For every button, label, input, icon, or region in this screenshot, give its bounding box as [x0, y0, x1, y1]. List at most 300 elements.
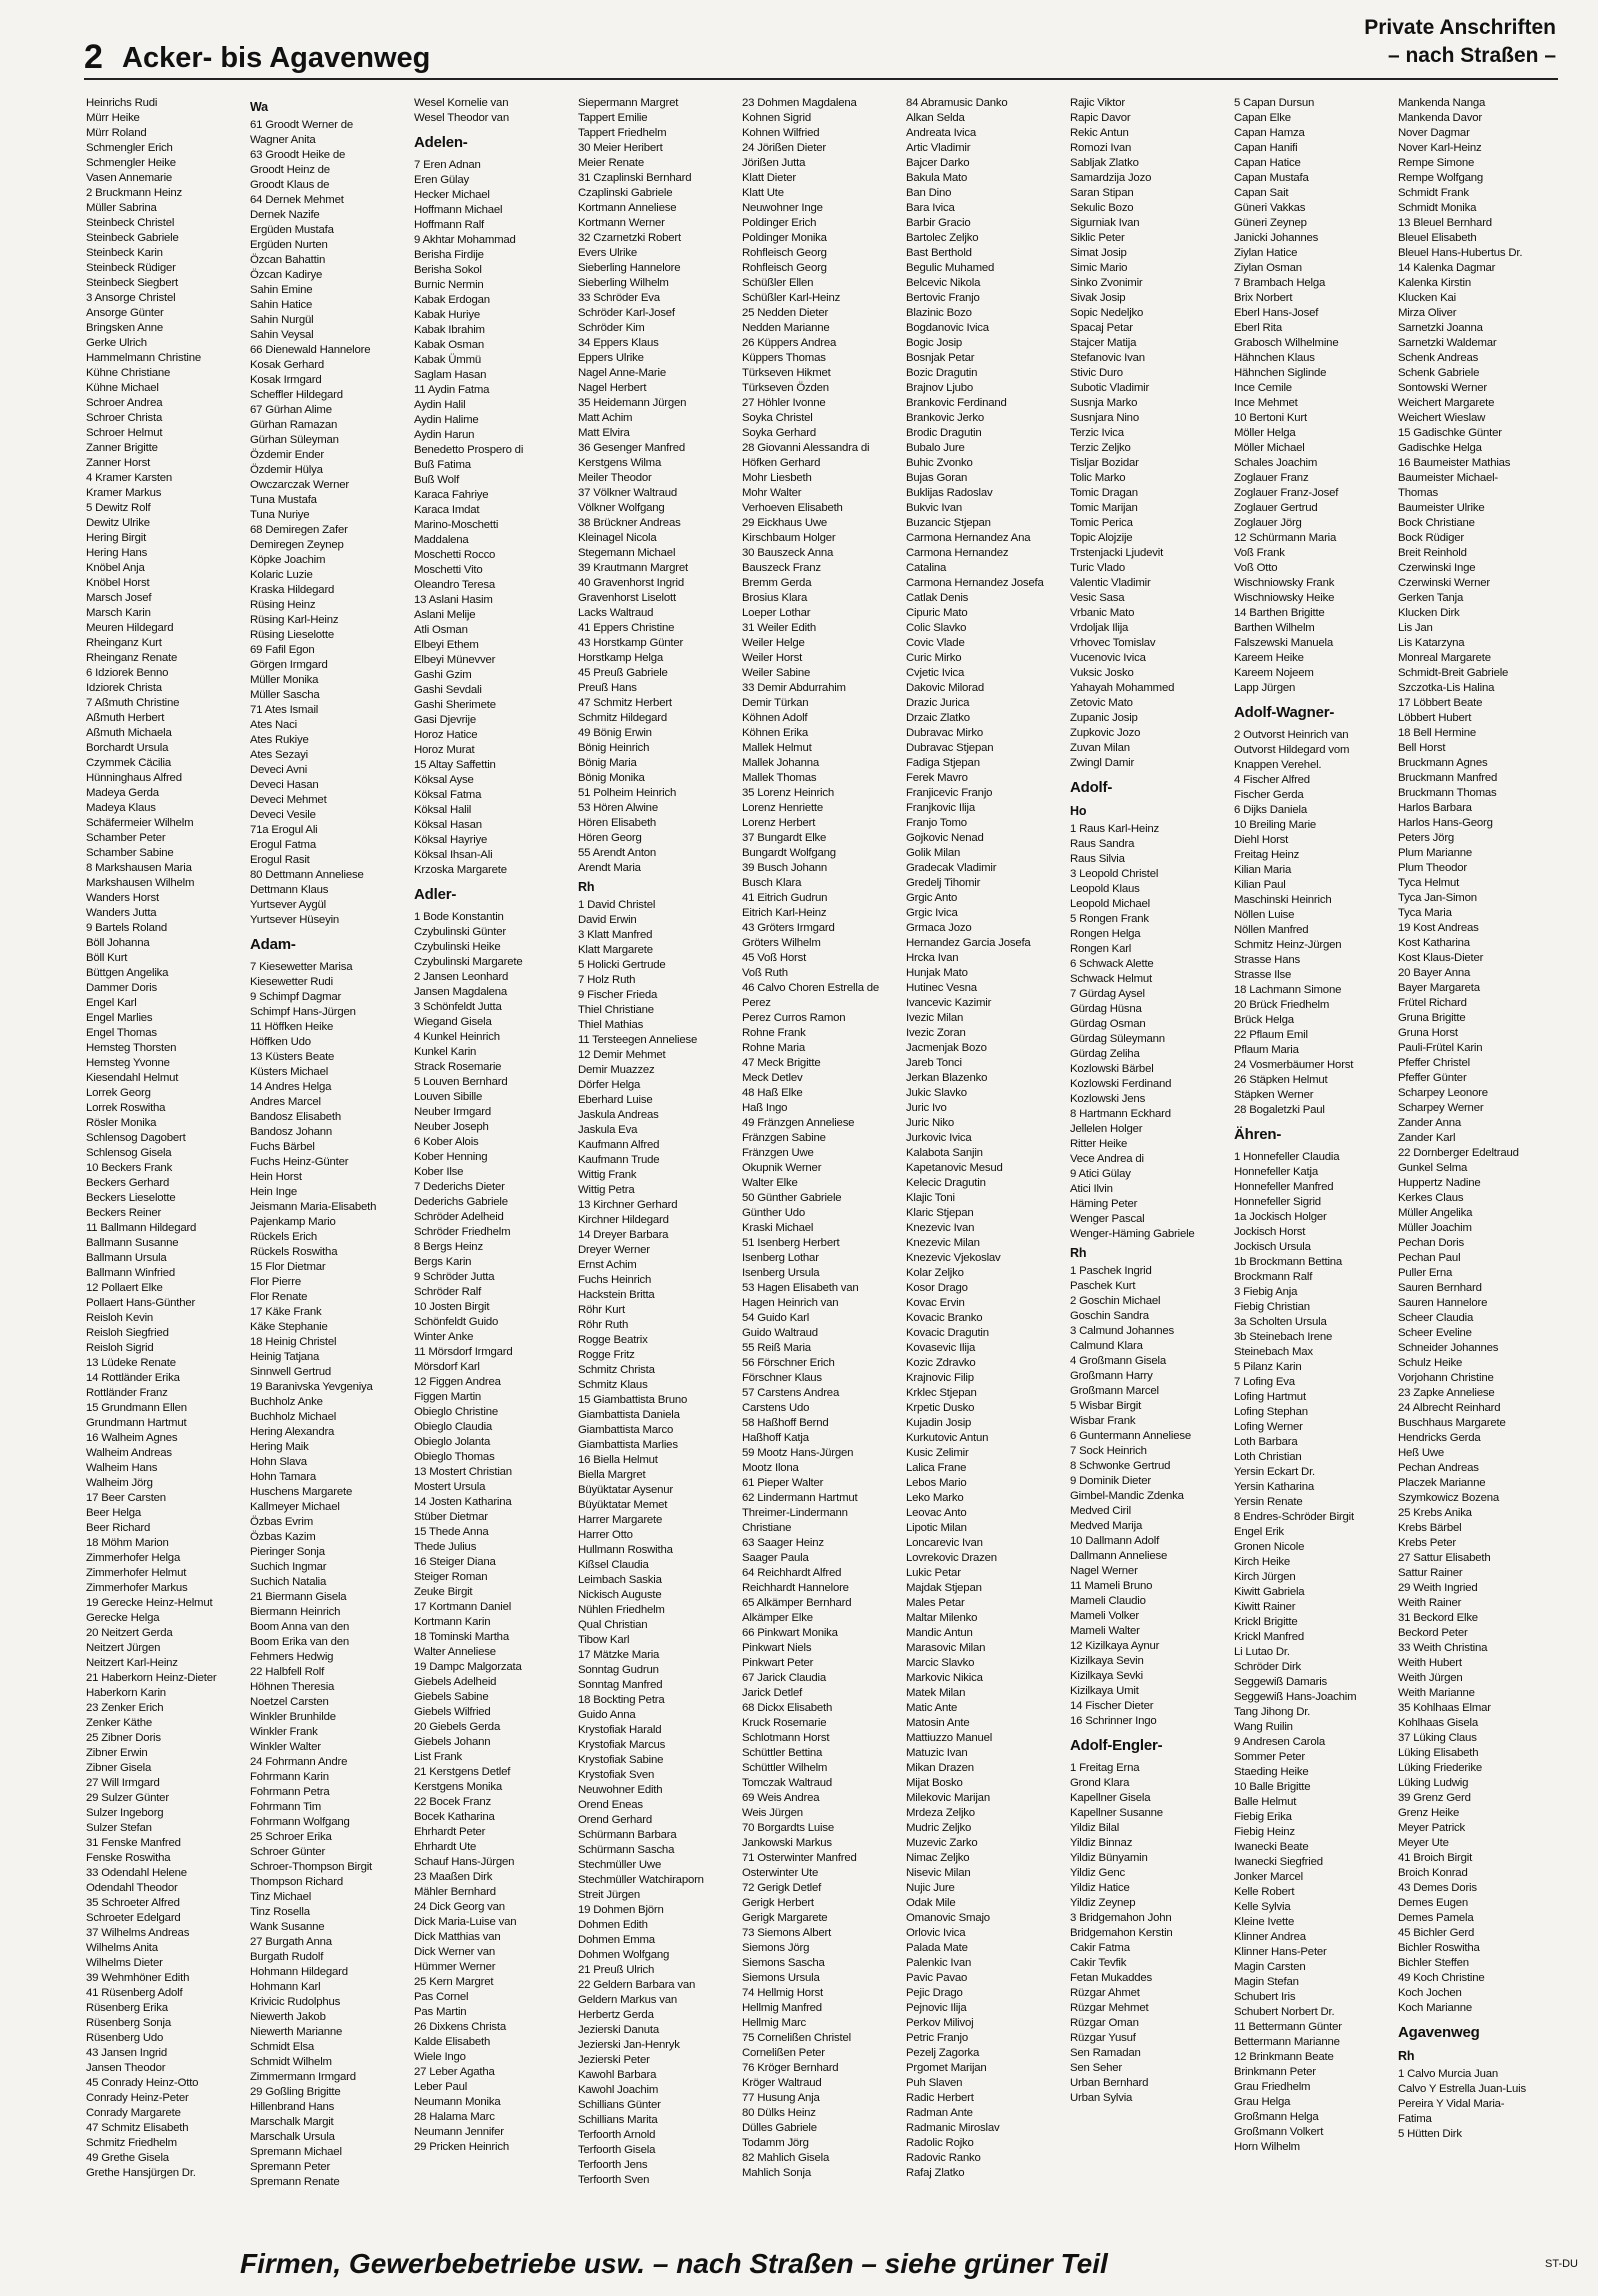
resident-entry: Fiebig Erika — [1234, 1811, 1292, 1823]
resident-entry: Kolar Zeljko — [906, 1267, 964, 1279]
resident-entry: Terfoorth Sven — [578, 2174, 650, 2186]
resident-entry: 9 Schröder Jutta — [414, 1271, 495, 1283]
resident-entry: Alkan Selda — [906, 112, 965, 124]
resident-entry: Schmengler Heike — [86, 157, 176, 169]
resident-entry: 12 Kizilkaya Aynur — [1070, 1640, 1160, 1652]
resident-entry: Seggewiß Hans-Joachim — [1234, 1691, 1357, 1703]
resident-entry: Nisevic Milan — [906, 1867, 971, 1879]
resident-entry: Kortmann Anneliese — [578, 202, 677, 214]
resident-entry: Walheim Andreas — [86, 1447, 172, 1459]
resident-entry: Kober Ilse — [414, 1166, 464, 1178]
resident-entry: 6 Schwack Alette — [1070, 958, 1154, 970]
resident-entry: Mohr Liesbeth — [742, 472, 812, 484]
resident-entry: Winkler Frank — [250, 1726, 318, 1738]
resident-entry: Schüttler Wilhelm — [742, 1762, 828, 1774]
resident-entry: 28 Giovanni Alessandra di — [742, 442, 870, 454]
resident-entry: Krebs Peter — [1398, 1537, 1456, 1549]
resident-entry: Kilian Maria — [1234, 864, 1292, 876]
resident-entry: Vece Andrea di — [1070, 1153, 1144, 1165]
resident-entry: 12 Pollaert Elke — [86, 1282, 163, 1294]
resident-entry: Biella Margret — [578, 1469, 646, 1481]
resident-entry: 7 Brambach Helga — [1234, 277, 1326, 289]
resident-entry: Yurtsever Hüseyin — [250, 914, 340, 926]
resident-entry: Beckers Lieselotte — [86, 1192, 176, 1204]
resident-entry: 37 Lüking Claus — [1398, 1732, 1477, 1744]
resident-entry: Lüking Ludwig — [1398, 1777, 1469, 1789]
resident-entry: Maschinski Heinrich — [1234, 894, 1332, 906]
street-heading: Adolf-Engler- — [1070, 1737, 1163, 1754]
resident-entry: 84 Abramusic Danko — [906, 97, 1008, 109]
resident-entry: 3 Klatt Manfred — [578, 929, 653, 941]
resident-entry: Kraski Michael — [742, 1222, 814, 1234]
resident-entry: Frütel Richard — [1398, 997, 1467, 1009]
resident-entry: Dörfer Helga — [578, 1079, 641, 1091]
resident-entry: Zanner Brigitte — [86, 442, 158, 454]
resident-entry: 17 Löbbert Beate — [1398, 697, 1483, 709]
resident-entry: Köhnen Erika — [742, 727, 808, 739]
resident-entry: Schenk Gabriele — [1398, 367, 1480, 379]
resident-entry: Lüking Friederike — [1398, 1762, 1482, 1774]
resident-entry: Lacks Waltraud — [578, 607, 654, 619]
directory-column — [1070, 96, 1228, 2226]
resident-entry: Zoglauer Gertrud — [1234, 502, 1318, 514]
resident-entry: Brankovic Jerko — [906, 412, 985, 424]
resident-entry: Aßmuth Herbert — [86, 712, 165, 724]
resident-entry: Catlak Denis — [906, 592, 969, 604]
resident-entry: Krickl Brigitte — [1234, 1616, 1298, 1628]
resident-entry: Bringsken Anne — [86, 322, 163, 334]
resident-entry: Ergüden Mustafa — [250, 224, 334, 236]
resident-entry: Jonker Marcel — [1234, 1871, 1303, 1883]
resident-entry: Hünninghaus Alfred — [86, 772, 182, 784]
resident-entry: Engel Erik — [1234, 1526, 1284, 1538]
resident-entry: Kabak Huriye — [414, 309, 480, 321]
resident-entry: 12 Brinkmann Beate — [1234, 2051, 1334, 2063]
resident-entry: Krickl Manfred — [1234, 1631, 1304, 1643]
resident-entry: Krajnovic Filip — [906, 1372, 974, 1384]
resident-entry: Bakula Mato — [906, 172, 968, 184]
resident-entry: Siklic Peter — [1070, 232, 1125, 244]
resident-entry: Zwingl Damir — [1070, 757, 1135, 769]
resident-entry: Aydin Harun — [414, 429, 475, 441]
resident-entry: Tomczak Waltraud — [742, 1777, 833, 1789]
page-title: Acker- bis Agavenweg — [122, 42, 431, 74]
resident-entry: Gojkovic Nenad — [906, 832, 984, 844]
resident-entry: Marcic Slavko — [906, 1657, 975, 1669]
resident-entry: 38 Brückner Andreas — [578, 517, 681, 529]
resident-entry: Perez Curros Ramon — [742, 1012, 846, 1024]
resident-entry: Kerkes Claus — [1398, 1192, 1464, 1204]
resident-entry: Cvjetic Ivica — [906, 667, 965, 679]
district-label: Rh — [578, 880, 595, 894]
resident-entry: 20 Bayer Anna — [1398, 967, 1471, 979]
resident-entry: Yersin Katharina — [1234, 1481, 1314, 1493]
resident-entry: 6 Idziorek Benno — [86, 667, 169, 679]
resident-entry: Schüßler Karl-Heinz — [742, 292, 841, 304]
resident-entry: Knöbel Anja — [86, 562, 145, 574]
resident-entry: 6 Dijks Daniela — [1234, 804, 1307, 816]
resident-entry: Weith Hubert — [1398, 1657, 1462, 1669]
resident-entry: Aydin Halime — [414, 414, 479, 426]
resident-entry: Voß Otto — [1234, 562, 1278, 574]
resident-entry: Tibow Karl — [578, 1634, 630, 1646]
resident-entry: 70 Borgardts Luise — [742, 1822, 835, 1834]
resident-entry: Grau Helga — [1234, 2096, 1291, 2108]
resident-entry: 31 Weiler Edith — [742, 622, 817, 634]
resident-entry: 5 Rongen Frank — [1070, 913, 1149, 925]
resident-entry: Gashi Gzim — [414, 669, 472, 681]
resident-entry: 15 Grundmann Ellen — [86, 1402, 187, 1414]
resident-entry: Gasi Djevrije — [414, 714, 476, 726]
resident-entry: Kruck Rosemarie — [742, 1717, 827, 1729]
resident-entry: Gerigk Margarete — [742, 1912, 828, 1924]
resident-entry: Klucken Kai — [1398, 292, 1456, 304]
resident-entry: Kaufmann Trude — [578, 1154, 660, 1166]
resident-entry: Schwack Helmut — [1070, 973, 1153, 985]
resident-entry: Yersin Eckart Dr. — [1234, 1466, 1316, 1478]
resident-entry: Müller Sascha — [250, 689, 320, 701]
resident-entry: Romozi Ivan — [1070, 142, 1132, 154]
resident-entry: Topic Alojzije — [1070, 532, 1133, 544]
resident-entry: Sahin Emine — [250, 284, 313, 296]
resident-entry: Spacaj Petar — [1070, 322, 1133, 334]
resident-entry: 9 Schimpf Dagmar — [250, 991, 342, 1003]
resident-entry: Rückels Erich — [250, 1231, 318, 1243]
resident-entry: 9 Dominik Dieter — [1070, 1475, 1151, 1487]
resident-entry: Marsch Karin — [86, 607, 151, 619]
resident-entry: Markovic Nikica — [906, 1672, 983, 1684]
resident-entry: 43 Horstkamp Günter — [578, 637, 684, 649]
resident-entry: Benedetto Prospero di — [414, 444, 524, 456]
resident-entry: 11 Höffken Heike — [250, 1021, 334, 1033]
resident-entry: Hein Horst — [250, 1171, 302, 1183]
resident-entry: Rüzgar Ahmet — [1070, 1987, 1140, 1999]
resident-entry: Qual Christian — [578, 1619, 648, 1631]
resident-entry: Brodic Dragutin — [906, 427, 982, 439]
resident-entry: 21 Preuß Ulrich — [578, 1964, 655, 1976]
resident-entry: 41 Broich Birgit — [1398, 1852, 1473, 1864]
resident-entry: 47 Schmitz Elisabeth — [86, 2122, 189, 2134]
resident-entry: Ivancevic Kazimir — [906, 997, 992, 1009]
resident-entry: Özbas Kazim — [250, 1531, 316, 1543]
resident-entry: Klinner Andrea — [1234, 1931, 1306, 1943]
resident-entry: Terfoorth Gisela — [578, 2144, 656, 2156]
resident-entry: Groodt Heinz de — [250, 164, 330, 176]
resident-entry: Medved Ciril — [1070, 1505, 1131, 1517]
resident-entry: 10 Bertoni Kurt — [1234, 412, 1307, 424]
resident-entry: Ansorge Günter — [86, 307, 164, 319]
resident-entry: Nickisch Auguste — [578, 1589, 662, 1601]
resident-entry: Rüsing Heinz — [250, 599, 316, 611]
resident-entry: Spremann Renate — [250, 2176, 340, 2188]
resident-entry: Tuna Mustafa — [250, 494, 317, 506]
resident-entry: Nimac Zeljko — [906, 1852, 970, 1864]
resident-entry: Weiler Helge — [742, 637, 805, 649]
resident-entry: Hemsteg Thorsten — [86, 1042, 177, 1054]
resident-entry: Jörißen Jutta — [742, 157, 806, 169]
resident-entry: 29 Weith Ingried — [1398, 1582, 1478, 1594]
resident-entry: Atici Ilvin — [1070, 1183, 1113, 1195]
resident-entry: Rongen Karl — [1070, 943, 1132, 955]
resident-entry: Perez — [742, 997, 771, 1009]
resident-entry: Köpke Joachim — [250, 554, 326, 566]
resident-entry: Wenger-Häming Gabriele — [1070, 1228, 1195, 1240]
resident-entry: Krystofiak Marcus — [578, 1739, 666, 1751]
resident-entry: Nöllen Luise — [1234, 909, 1295, 921]
resident-entry: Kosak Irmgard — [250, 374, 322, 386]
resident-entry: 23 Zenker Erich — [86, 1702, 164, 1714]
resident-entry: Krzoska Margarete — [414, 864, 507, 876]
resident-entry: Koch Jochen — [1398, 1987, 1462, 1999]
resident-entry: Wiele Ingo — [414, 2051, 466, 2063]
resident-entry: Haß Ingo — [742, 1102, 788, 1114]
resident-entry: Steiger Roman — [414, 1571, 488, 1583]
resident-entry: Bauszeck Franz — [742, 562, 821, 574]
directory-column — [414, 96, 572, 2226]
resident-entry: Ehrhardt Peter — [414, 1826, 486, 1838]
resident-entry: 1 Paschek Ingrid — [1070, 1265, 1152, 1277]
resident-entry: Bandosz Johann — [250, 1126, 333, 1138]
resident-entry: 17 Beer Carsten — [86, 1492, 166, 1504]
resident-entry: Kiesendahl Helmut — [86, 1072, 179, 1084]
resident-entry: 29 Eickhaus Uwe — [742, 517, 828, 529]
resident-entry: Giebels Johann — [414, 1736, 491, 1748]
resident-entry: 4 Fischer Alfred — [1234, 774, 1310, 786]
resident-entry: Gradecak Vladimir — [906, 862, 997, 874]
resident-entry: 33 Odendahl Helene — [86, 1867, 187, 1879]
resident-entry: Klaric Stjepan — [906, 1207, 974, 1219]
resident-entry: 9 Andresen Carola — [1234, 1736, 1325, 1748]
resident-entry: Odak Mile — [906, 1897, 956, 1909]
resident-entry: Vucenovic Ivica — [1070, 652, 1146, 664]
resident-entry: Schmitz Heinz-Jürgen — [1234, 939, 1342, 951]
resident-entry: 48 Haß Elke — [742, 1087, 803, 1099]
resident-entry: Colic Slavko — [906, 622, 967, 634]
resident-entry: Palada Mate — [906, 1942, 968, 1954]
resident-entry: 11 Aydin Fatma — [414, 384, 490, 396]
resident-entry: Dubravac Stjepan — [906, 742, 994, 754]
resident-entry: Schröder Adelheid — [414, 1211, 504, 1223]
resident-entry: 17 Kortmann Daniel — [414, 1601, 512, 1613]
resident-entry: Brinkmann Peter — [1234, 2066, 1316, 2078]
resident-entry: Jarick Detlef — [742, 1687, 803, 1699]
resident-entry: 15 Altay Saffettin — [414, 759, 496, 771]
resident-entry: 18 Möhm Marion — [86, 1537, 169, 1549]
resident-entry: 45 Conrady Heinz-Otto — [86, 2077, 199, 2089]
resident-entry: 23 Maaßen Dirk — [414, 1871, 493, 1883]
resident-entry: Siepermann Margret — [578, 97, 679, 109]
resident-entry: Bandosz Elisabeth — [250, 1111, 341, 1123]
resident-entry: Beckers Gerhard — [86, 1177, 170, 1189]
resident-entry: Gerigk Herbert — [742, 1897, 814, 1909]
resident-entry: Dettmann Klaus — [250, 884, 329, 896]
resident-entry: Schroer Andrea — [86, 397, 163, 409]
resident-entry: Jankowski Markus — [742, 1837, 832, 1849]
resident-entry: Steinbeck Christel — [86, 217, 175, 229]
resident-entry: Rafaj Zlatko — [906, 2167, 965, 2179]
resident-entry: Schulz Heike — [1398, 1357, 1463, 1369]
directory-column — [742, 96, 900, 2226]
resident-entry: Beckers Reiner — [86, 1207, 162, 1219]
resident-entry: Tuna Nuriye — [250, 509, 310, 521]
resident-entry: 14 Kalenka Dagmar — [1398, 262, 1496, 274]
resident-entry: Karaca Imdat — [414, 504, 480, 516]
resident-entry: Bast Berthold — [906, 247, 972, 259]
resident-entry: Mudric Zeljko — [906, 1822, 972, 1834]
resident-entry: 7 Eren Adnan — [414, 159, 481, 171]
resident-entry: Hrcka Ivan — [906, 952, 959, 964]
resident-entry: Kiesewetter Rudi — [250, 976, 333, 988]
resident-entry: Schlensog Gisela — [86, 1147, 172, 1159]
resident-entry: Giambattista Marco — [578, 1424, 674, 1436]
resident-entry: Biermann Heinrich — [250, 1606, 341, 1618]
resident-entry: Bukvic Ivan — [906, 502, 963, 514]
resident-entry: Barbir Gracio — [906, 217, 971, 229]
resident-entry: 10 Breiling Marie — [1234, 819, 1317, 831]
resident-entry: Lapp Jürgen — [1234, 682, 1296, 694]
resident-entry: Yildiz Bünyamin — [1070, 1852, 1148, 1864]
resident-entry: 12 Demir Mehmet — [578, 1049, 666, 1061]
resident-entry: Schillians Marita — [578, 2114, 658, 2126]
resident-entry: Leber Paul — [414, 2081, 468, 2093]
resident-entry: Ziylan Hatice — [1234, 247, 1298, 259]
resident-entry: Scheer Claudia — [1398, 1312, 1474, 1324]
resident-entry: Yersin Renate — [1234, 1496, 1303, 1508]
resident-entry: Males Petar — [906, 1597, 965, 1609]
resident-entry: Schröder Ralf — [414, 1286, 482, 1298]
resident-entry: Stegemann Michael — [578, 547, 676, 559]
resident-entry: Carstens Udo — [742, 1402, 810, 1414]
resident-entry: Hering Alexandra — [250, 1426, 335, 1438]
resident-entry: 14 Dreyer Barbara — [578, 1229, 669, 1241]
resident-entry: 3 Fiebig Anja — [1234, 1286, 1298, 1298]
resident-entry: Berisha Firdije — [414, 249, 484, 261]
resident-entry: Mörsdorf Karl — [414, 1361, 480, 1373]
resident-entry: Strasse Ilse — [1234, 969, 1292, 981]
resident-entry: Mallek Johanna — [742, 757, 819, 769]
resident-entry: Schmidt Elsa — [250, 2041, 315, 2053]
resident-entry: Mrdeza Zeljko — [906, 1807, 975, 1819]
resident-entry: Saglam Hasan — [414, 369, 487, 381]
resident-entry: Erogul Rasit — [250, 854, 310, 866]
resident-entry: Gürhan Ramazan — [250, 419, 338, 431]
resident-entry: Vesic Sasa — [1070, 592, 1125, 604]
street-heading: Agavenweg — [1398, 2024, 1480, 2041]
resident-entry: Janicki Johannes — [1234, 232, 1319, 244]
resident-entry: 5 Hütten Dirk — [1398, 2128, 1462, 2140]
directory-column — [578, 96, 736, 2226]
resident-entry: Covic Vlade — [906, 637, 965, 649]
resident-entry: 11 Mameli Bruno — [1070, 1580, 1153, 1592]
resident-entry: Demes Eugen — [1398, 1897, 1468, 1909]
resident-entry: 14 Fischer Dieter — [1070, 1700, 1154, 1712]
resident-entry: Mähler Bernhard — [414, 1886, 496, 1898]
resident-entry: Müller Monika — [250, 674, 319, 686]
resident-entry: Brück Helga — [1234, 1014, 1294, 1026]
resident-entry: Loth Barbara — [1234, 1436, 1298, 1448]
resident-entry: 41 Rüsenberg Adolf — [86, 1987, 183, 1999]
resident-entry: Schmidt Monika — [1398, 202, 1477, 214]
resident-entry: 67 Jarick Claudia — [742, 1672, 826, 1684]
resident-entry: Pas Martin — [414, 2006, 467, 2018]
resident-entry: Dewitz Ulrike — [86, 517, 150, 529]
resident-entry: Scharpey Werner — [1398, 1102, 1484, 1114]
resident-entry: Knöbel Horst — [86, 577, 150, 589]
resident-entry: Ates Sezayi — [250, 749, 308, 761]
resident-entry: Kapellner Gisela — [1070, 1792, 1151, 1804]
resident-entry: Baumeister Michael- — [1398, 472, 1499, 484]
resident-entry: Jansen Theodor — [86, 2062, 166, 2074]
resident-entry: Schmidt-Breit Gabriele — [1398, 667, 1509, 679]
resident-entry: Belcevic Nikola — [906, 277, 981, 289]
resident-entry: Meck Detlev — [742, 1072, 803, 1084]
resident-entry: 8 Endres-Schröder Birgit — [1234, 1511, 1354, 1523]
resident-entry: Jezierski Peter — [578, 2054, 650, 2066]
resident-entry: Pavic Pavao — [906, 1972, 968, 1984]
resident-entry: Pechan Paul — [1398, 1252, 1461, 1264]
resident-entry: Meier Renate — [578, 157, 644, 169]
resident-entry: Günther Udo — [742, 1207, 806, 1219]
resident-entry: Ritter Heike — [1070, 1138, 1128, 1150]
resident-entry: Hellmig Manfred — [742, 2002, 822, 2014]
resident-entry: 64 Reichhardt Alfred — [742, 1567, 842, 1579]
resident-entry: Klinner Hans-Peter — [1234, 1946, 1327, 1958]
resident-entry: Franjo Tomo — [906, 817, 967, 829]
resident-entry: Tang Jihong Dr. — [1234, 1706, 1311, 1718]
resident-entry: 49 Bönig Erwin — [578, 727, 652, 739]
resident-entry: Wisbar Frank — [1070, 1415, 1136, 1427]
resident-entry: Tinz Rosella — [250, 1906, 310, 1918]
resident-entry: Schroeter Edelgard — [86, 1912, 181, 1924]
resident-entry: Pechan Andreas — [1398, 1462, 1479, 1474]
resident-entry: Gravenhorst Liselott — [578, 592, 676, 604]
resident-entry: Schimpf Hans-Jürgen — [250, 1006, 356, 1018]
resident-entry: Schröder Kim — [578, 322, 645, 334]
resident-entry: Meyer Patrick — [1398, 1822, 1466, 1834]
resident-entry: 37 Völkner Waltraud — [578, 487, 677, 499]
resident-entry: Haßhoff Katja — [742, 1432, 809, 1444]
resident-entry: Radmanic Miroslav — [906, 2122, 1000, 2134]
resident-entry: Kühne Michael — [86, 382, 159, 394]
resident-entry: Pauli-Frütel Karin — [1398, 1042, 1483, 1054]
resident-entry: Eppers Ulrike — [578, 352, 644, 364]
resident-entry: Zupkovic Jozo — [1070, 727, 1141, 739]
resident-entry: Walheim Hans — [86, 1462, 158, 1474]
resident-entry: Kortmann Werner — [578, 217, 665, 229]
resident-entry: 33 Demir Abdurrahim — [742, 682, 846, 694]
resident-entry: Poldinger Monika — [742, 232, 827, 244]
resident-entry: Stechmüller Uwe — [578, 1859, 662, 1871]
resident-entry: Matek Milan — [906, 1687, 966, 1699]
resident-entry: Pollaert Hans-Günther — [86, 1297, 196, 1309]
resident-entry: 3 Schönfeldt Jutta — [414, 1001, 502, 1013]
resident-entry: Kerstgens Monika — [414, 1781, 502, 1793]
resident-entry: Krpetic Dusko — [906, 1402, 975, 1414]
resident-entry: Rüzgar Oman — [1070, 2017, 1139, 2029]
resident-entry: Schmitz Christa — [578, 1364, 655, 1376]
resident-entry: Mandic Antun — [906, 1627, 973, 1639]
resident-entry: Bertovic Franjo — [906, 292, 980, 304]
resident-entry: Kraska Hildegard — [250, 584, 335, 596]
resident-entry: Kareem Nojeem — [1234, 667, 1314, 679]
resident-entry: Jezierski Jan-Henryk — [578, 2039, 680, 2051]
resident-entry: Fenske Roswitha — [86, 1852, 171, 1864]
resident-entry: Carmona Hernandez — [906, 547, 1009, 559]
resident-entry: Capan Elke — [1234, 112, 1291, 124]
resident-entry: Jacmenjak Bozo — [906, 1042, 987, 1054]
resident-entry: Fadiga Stjepan — [906, 757, 980, 769]
resident-entry: Lukic Petar — [906, 1567, 961, 1579]
